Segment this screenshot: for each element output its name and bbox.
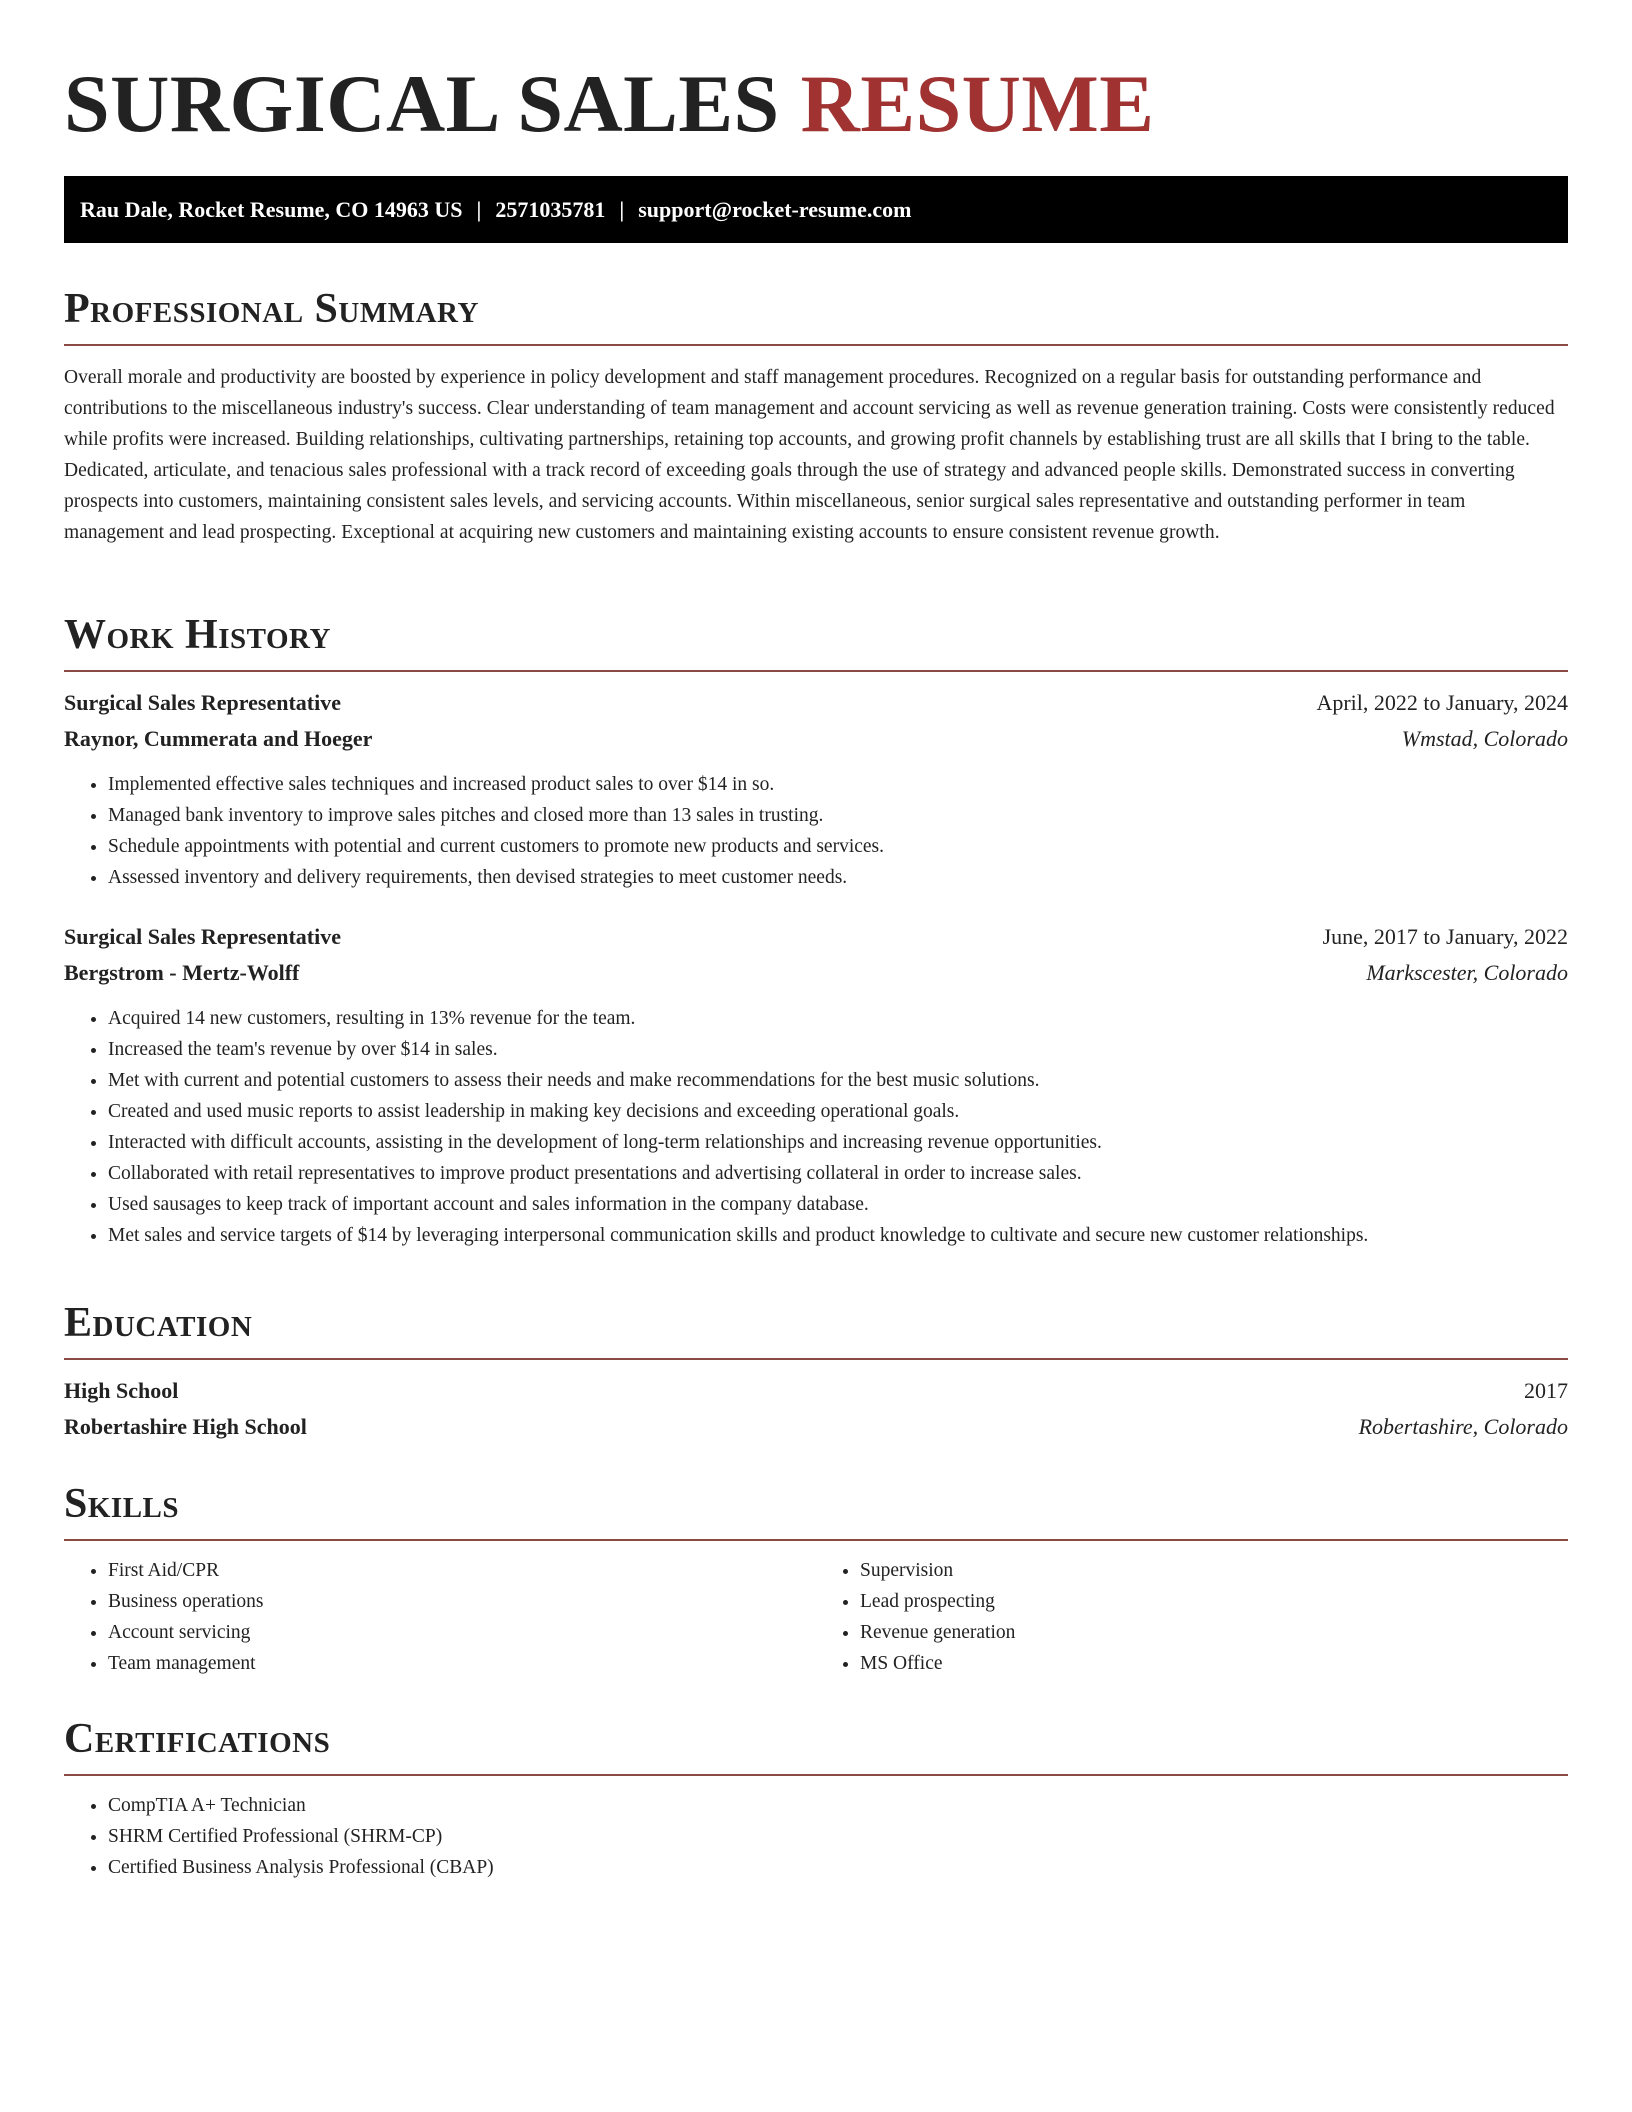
section-heading-certifications: Certifications (64, 1714, 1568, 1776)
list-item: • First Aid/CPR (108, 1555, 816, 1586)
list-item: • Revenue generation (860, 1617, 1568, 1648)
job-header-row (64, 685, 1568, 721)
job-company-row (64, 955, 1568, 991)
list-item: • Business operations (108, 1586, 816, 1617)
job-dates: April, 2022 to January, 2024 (1316, 690, 1568, 715)
skills-list-right (816, 1555, 1568, 1679)
list-item: • Used sausages to keep track of important account and sales information in the company database. (108, 1189, 1568, 1220)
contact-separator: | (619, 197, 625, 222)
list-item: • MS Office (860, 1648, 1568, 1679)
list-item: • Met sales and service targets of $14 by leveraging interpersonal communication skills and product knowledge to cultivate and secure new customer relationships. (108, 1220, 1568, 1251)
section-heading-education: Education (64, 1298, 1568, 1360)
skills-section (64, 1479, 1568, 1679)
list-item: • Lead prospecting (860, 1586, 1568, 1617)
section-heading-summary: Professional Summary (64, 284, 1568, 346)
skills-list-left (64, 1555, 816, 1679)
contact-address: Rau Dale, Rocket Resume, CO 14963 US (80, 197, 463, 222)
list-item: • Collaborated with retail representatives to improve product presentations and advertising collateral in order to increase sales. (108, 1158, 1568, 1189)
job-location: Wmstad, Colorado (1401, 726, 1568, 751)
job-bullets (64, 1003, 1568, 1251)
page-title (64, 58, 1154, 150)
title-main: SURGICAL SALES (64, 58, 801, 149)
skills-columns (64, 1555, 1568, 1679)
job-company-row (64, 721, 1568, 757)
list-item: • Increased the team's revenue by over $14 in sales. (108, 1034, 1568, 1065)
list-item: • SHRM Certified Professional (SHRM-CP) (108, 1821, 1568, 1852)
summary-section (64, 284, 1568, 548)
contact-separator: | (476, 197, 482, 222)
job-company: Bergstrom - Mertz-Wolff (64, 960, 300, 985)
job-entry (64, 685, 1568, 893)
list-item: • Interacted with difficult accounts, assisting in the development of long-term relationships and increasing revenue opportunities. (108, 1127, 1568, 1158)
job-dates: June, 2017 to January, 2022 (1322, 924, 1568, 949)
education-school-row (64, 1409, 1568, 1445)
education-section (64, 1298, 1568, 1445)
list-item: • Met with current and potential customers to assess their needs and make recommendations for the best music solutions. (108, 1065, 1568, 1096)
contact-bar (64, 176, 1568, 243)
job-entry (64, 919, 1568, 1251)
list-item: • Managed bank inventory to improve sales pitches and closed more than 13 sales in trusting. (108, 800, 1568, 831)
job-location: Markscester, Colorado (1366, 960, 1568, 985)
education-entry (64, 1373, 1568, 1445)
education-school: Robertashire High School (64, 1414, 307, 1439)
list-item: • Assessed inventory and delivery requirements, then devised strategies to meet customer needs. (108, 862, 1568, 893)
list-item: • Team management (108, 1648, 816, 1679)
contact-email: support@rocket-resume.com (638, 197, 912, 222)
job-header-row (64, 919, 1568, 955)
section-heading-skills: Skills (64, 1479, 1568, 1541)
list-item: • Created and used music reports to assist leadership in making key decisions and exceeding operational goals. (108, 1096, 1568, 1127)
summary-text: Overall morale and productivity are boosted by experience in policy development and staff management procedures. Recognized on a regular basis for outstanding performance and contributions to the miscellaneous industry's success. Clear understanding of team management and account servicing as well as revenue generation training. Costs were consistently reduced while profits were increased. Building relationships, cultivating partnerships, retaining top accounts, and growing profit channels by establishing trust are all skills that I bring to the table. Dedicated, articulate, and tenacious sales professional with a track record of exceeding goals through the use of strategy and advanced people skills. Demonstrated success in converting prospects into customers, maintaining consistent sales levels, and servicing accounts. Within miscellaneous, senior surgical sales representative and outstanding performer in team management and lead prospecting. Exceptional at acquiring new customers and maintaining existing accounts to ensure consistent revenue growth. (64, 367, 1555, 543)
certifications-list (64, 1790, 1568, 1883)
job-bullets (64, 769, 1568, 893)
education-header-row (64, 1373, 1568, 1409)
work-history-section (64, 610, 1568, 1251)
list-item: • Account servicing (108, 1617, 816, 1648)
contact-phone: 2571035781 (495, 197, 606, 222)
education-degree: High School (64, 1378, 179, 1403)
list-item: • Implemented effective sales techniques and increased product sales to over $14 in so. (108, 769, 1568, 800)
list-item: • Supervision (860, 1555, 1568, 1586)
section-heading-work-history: Work History (64, 610, 1568, 672)
education-location: Robertashire, Colorado (1358, 1414, 1568, 1439)
title-accent: RESUME (800, 58, 1155, 149)
job-title: Surgical Sales Representative (64, 690, 342, 715)
list-item: • Acquired 14 new customers, resulting in 13% revenue for the team. (108, 1003, 1568, 1034)
education-year: 2017 (1524, 1378, 1568, 1403)
list-item: • Schedule appointments with potential and current customers to promote new products and services. (108, 831, 1568, 862)
certifications-section (64, 1714, 1568, 1883)
job-company: Raynor, Cummerata and Hoeger (64, 726, 373, 751)
list-item: • CompTIA A+ Technician (108, 1790, 1568, 1821)
job-title: Surgical Sales Representative (64, 924, 342, 949)
list-item: • Certified Business Analysis Professional (CBAP) (108, 1852, 1568, 1883)
